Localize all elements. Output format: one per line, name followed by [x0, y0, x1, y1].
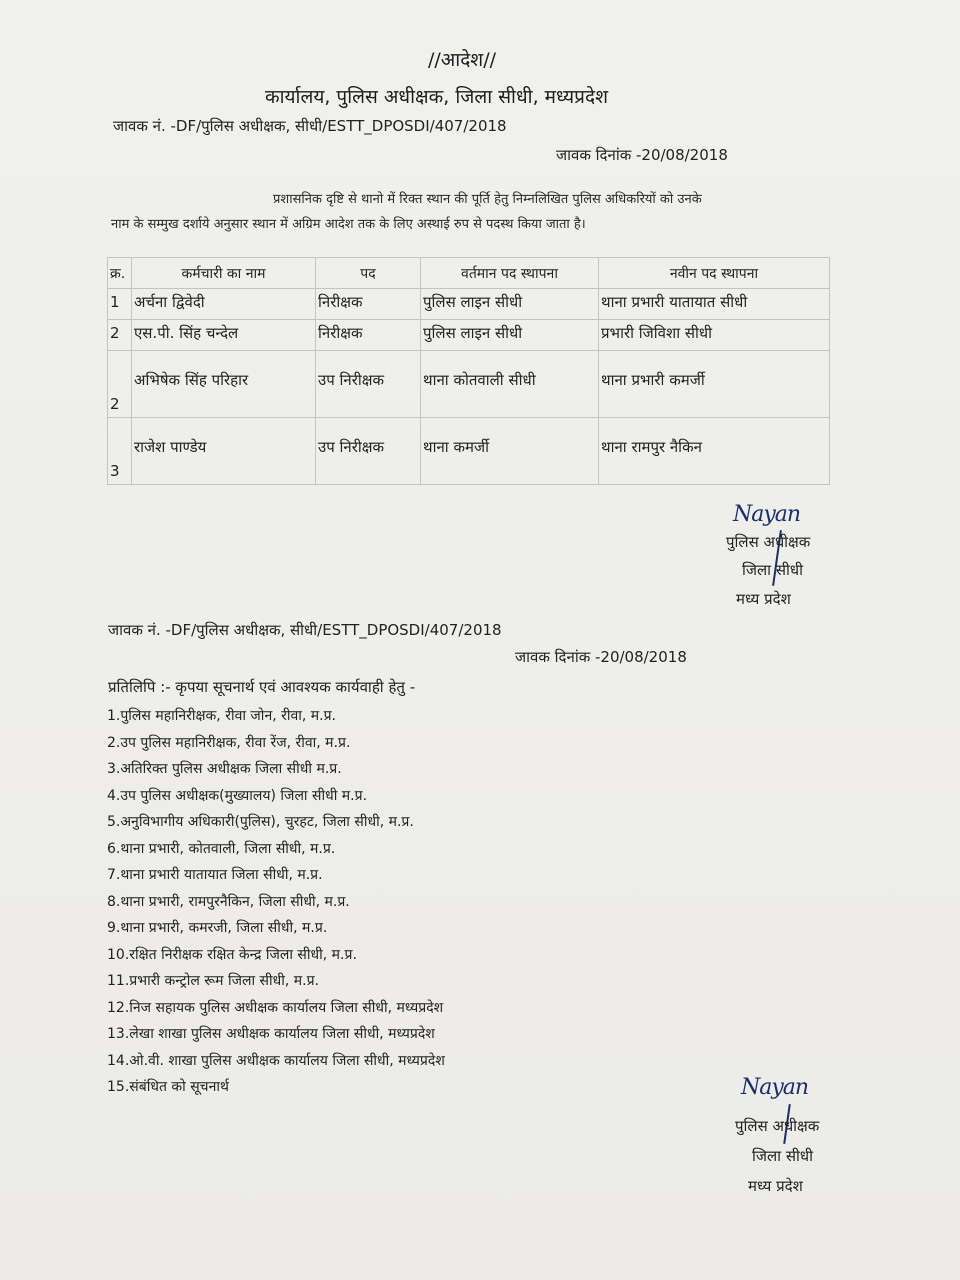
row-name: एस.पी. सिंह चन्देल — [132, 320, 316, 351]
table-row — [108, 289, 830, 320]
list-item: 5.अनुविभागीय अधिकारी(पुलिस), चुरहट, जिला सीधी, म.प्र. — [107, 814, 414, 830]
table-row — [108, 320, 830, 351]
signature-2: Nayan — [741, 1075, 809, 1100]
list-item: 1.पुलिस महानिरीक्षक, रीवा जोन, रीवा, म.प्र. — [107, 708, 337, 724]
list-item: 6.थाना प्रभारी, कोतवाली, जिला सीधी, म.प्र. — [107, 840, 336, 857]
signatory-state-2: मध्य प्रदेश — [748, 1177, 803, 1195]
row-name: राजेश पाण्डेय — [134, 438, 207, 456]
header-serial: क्र. — [108, 258, 132, 289]
list-item: 15.संबंधित को सूचनार्थ — [107, 1079, 229, 1095]
list-item: 13.लेखा शाखा पुलिस अधीक्षक कार्यालय जिला सीधी, मध्यप्रदेश — [107, 1026, 435, 1042]
header-post: पद — [316, 258, 421, 289]
signature-1: Nayan — [733, 502, 801, 527]
reference-number: जावक नं. -DF/पुलिस अधीक्षक, सीधी/ESTT_DPOSDI/407/2018 — [113, 117, 507, 135]
row-current-posting: थाना कमर्जी — [423, 438, 489, 456]
row-serial: 2 — [110, 395, 120, 413]
list-item: 11.प्रभारी कन्ट्रोल रूम जिला सीधी, म.प्र. — [107, 973, 320, 989]
copy-heading: प्रतिलिपि :- कृपया सूचनार्थ एवं आवश्यक कार्यवाही हेतु - — [108, 678, 416, 696]
row-current-posting: थाना कोतवाली सीधी — [423, 371, 536, 389]
table-row — [108, 351, 830, 418]
row-post: उप निरीक्षक — [318, 438, 385, 456]
signatory-state-1: मध्य प्रदेश — [736, 590, 791, 608]
row-new-posting: थाना रामपुर नैकिन — [601, 438, 702, 456]
row-new-posting: थाना प्रभारी कमर्जी — [601, 371, 705, 389]
list-item: 3.अतिरिक्त पुलिस अधीक्षक जिला सीधी म.प्र. — [107, 761, 342, 777]
row-new-posting: प्रभारी जिविशा सीधी — [599, 320, 830, 351]
row-name: अर्चना द्विवेदी — [132, 289, 316, 320]
list-item: 7.थाना प्रभारी यातायात जिला सीधी, म.प्र. — [107, 867, 323, 883]
row-serial: 2 — [108, 320, 132, 351]
order-title: //आदेश// — [428, 49, 497, 71]
signatory-designation-1: पुलिस अधीक्षक — [726, 533, 811, 551]
office-name: कार्यालय, पुलिस अधीक्षक, जिला सीधी, मध्यप्रदेश — [265, 86, 608, 108]
list-item: 9.थाना प्रभारी, कमरजी, जिला सीधी, म.प्र. — [107, 920, 328, 936]
posting-table — [107, 257, 830, 485]
list-item: 8.थाना प्रभारी, रामपुरनैकिन, जिला सीधी, म.प्र. — [107, 893, 350, 910]
intro-line-2: नाम के सम्मुख दर्शाये अनुसार स्थान में अग्रिम आदेश तक के लिए अस्थाई रुप से पदस्थ किया जाता है। — [111, 217, 586, 232]
row-name: अभिषेक सिंह परिहार — [134, 371, 249, 389]
row-new-posting: थाना प्रभारी यातायात सीधी — [599, 289, 830, 320]
list-item: 10.रक्षित निरीक्षक रक्षित केन्द्र जिला सीधी, म.प्र. — [107, 946, 357, 963]
list-item: 4.उप पुलिस अधीक्षक(मुख्यालय) जिला सीधी म.प्र. — [107, 787, 368, 804]
list-item: 12.निज सहायक पुलिस अधीक्षक कार्यालय जिला सीधी, मध्यप्रदेश — [107, 999, 444, 1016]
signatory-district-2: जिला सीधी — [752, 1147, 813, 1165]
copy-reference-number: जावक नं. -DF/पुलिस अधीक्षक, सीधी/ESTT_DPOSDI/407/2018 — [108, 621, 502, 639]
copy-recipient-list — [107, 706, 445, 1104]
header-current-posting: वर्तमान पद स्थापना — [421, 258, 599, 289]
copy-reference-date: जावक दिनांक -20/08/2018 — [515, 648, 687, 666]
list-item: 2.उप पुलिस महानिरीक्षक, रीवा रेंज, रीवा, म.प्र. — [107, 734, 351, 751]
row-serial: 3 — [110, 462, 120, 480]
row-post: निरीक्षक — [316, 320, 421, 351]
header-name: कर्मचारी का नाम — [132, 258, 316, 289]
row-post: निरीक्षक — [316, 289, 421, 320]
intro-line-1: प्रशासनिक दृष्टि से थानो में रिक्त स्थान की पूर्ति हेतु निम्नलिखित पुलिस अधिकरियों को उनके — [273, 192, 702, 207]
row-current-posting: पुलिस लाइन सीधी — [421, 320, 599, 351]
reference-date: जावक दिनांक -20/08/2018 — [556, 146, 728, 164]
signatory-designation-2: पुलिस अधीक्षक — [735, 1117, 820, 1135]
header-new-posting: नवीन पद स्थापना — [599, 258, 830, 289]
list-item: 14.ओ.वी. शाखा पुलिस अधीक्षक कार्यालय जिला सीधी, मध्यप्रदेश — [107, 1052, 445, 1069]
table-row — [108, 418, 830, 485]
table-header-row — [108, 258, 830, 289]
row-current-posting: पुलिस लाइन सीधी — [421, 289, 599, 320]
signatory-district-1: जिला सीधी — [742, 561, 803, 579]
row-serial: 1 — [108, 289, 132, 320]
row-post: उप निरीक्षक — [318, 371, 385, 389]
